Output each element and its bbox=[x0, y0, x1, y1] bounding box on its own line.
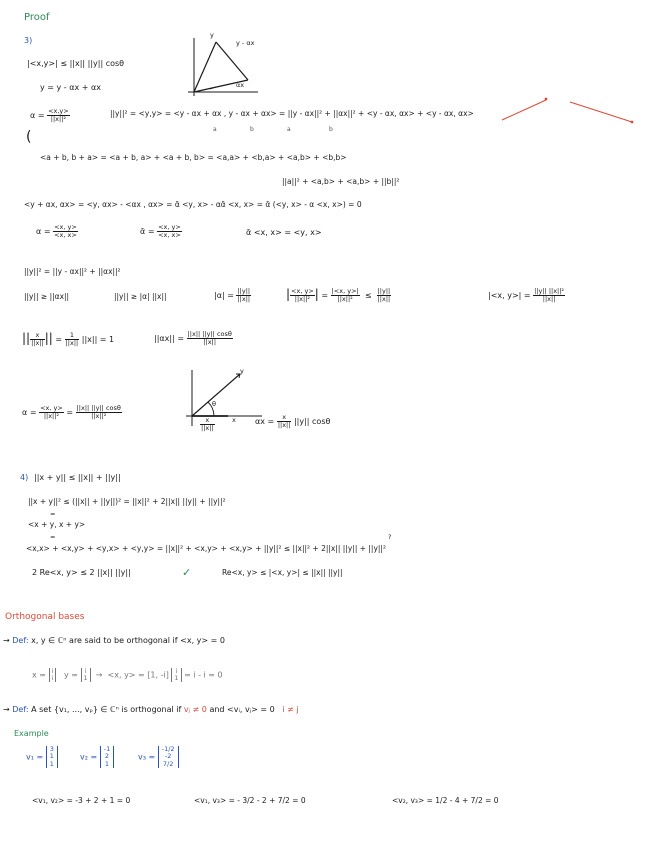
alpha-definition: α = $\frac{<x,y>}{\text{||x||²}}$ bbox=[30, 107, 69, 123]
alpha-equation: α = $\frac{<x, y>}{<x, x>}$ bbox=[36, 223, 77, 239]
example-label: Example bbox=[14, 729, 49, 738]
equals-mark-1: = bbox=[50, 510, 56, 518]
part-3-label: 3) bbox=[24, 36, 33, 45]
diag2-y-label: y bbox=[240, 367, 244, 375]
under-label-b2: b bbox=[329, 126, 333, 133]
norm-expansion: ||y||² = <y,y> = <y - αx + αx , y - αx + αx> = ||y - αx||² + ||αx||² + <y - αx, αx> + <y - αx, αx> bbox=[110, 109, 474, 118]
triangle-ip: <x + y, x + y> bbox=[28, 520, 86, 529]
example-1: x = i i y = i 1 → <x, y> = [1, -i] i 1 = i - i = 0 bbox=[32, 667, 223, 683]
ineq-b: ||y|| ≥ |α| ||x|| bbox=[114, 292, 167, 301]
diag2-x-label: x bbox=[232, 416, 236, 424]
cancel-strikes bbox=[500, 96, 640, 126]
diag2-theta-label: θ bbox=[212, 400, 216, 408]
question-mark: ? bbox=[388, 533, 392, 541]
diagram-y-label: y bbox=[210, 31, 214, 39]
ineq-a: ||y|| ≥ ||αx|| bbox=[24, 292, 70, 301]
decomposition-line: y = y - αx + αx bbox=[40, 83, 102, 92]
y-minus-ax-vector bbox=[216, 42, 248, 80]
under-label-b1: b bbox=[250, 126, 254, 133]
orthogonality-line: <y + αx, αx> = <y, αx> - <αx , αx> = ᾱ <y, x> - αᾱ <x, x> = ᾱ (<y, x> - α <x, x>) = 0 bbox=[24, 200, 362, 209]
under-label-a1: a bbox=[213, 126, 217, 133]
definition-1: → Def: x, y ∈ ℂⁿ are said to be orthogonal if <x, y> = 0 bbox=[3, 636, 225, 645]
pythagoras-line: ||y||² = ||y - αx||² + ||αx||² bbox=[24, 267, 121, 276]
ax-norm-eq: ||αx|| = $\frac{||x|| ||y|| \cos\theta}{||x||}$ bbox=[154, 330, 232, 346]
bilinear-norm-form: ||a||² + <a,b> + <a,b> + ||b||² bbox=[282, 177, 400, 186]
abs-alpha-eq: |α| = $\frac{||y||}{||x||}$ bbox=[214, 287, 251, 303]
cs-result: |<x, y>| = $\frac{\text{||y|| ||x||²}}{||x||}$ bbox=[488, 287, 565, 303]
diagram-ax-label: αx bbox=[236, 81, 245, 89]
real-part-inequality: Re<x, y> ≤ |<x, y>| ≤ ||x|| ||y|| bbox=[222, 568, 343, 577]
vector-v3: v₃ = -1/2 -2 7/2 bbox=[138, 746, 179, 768]
y-vector bbox=[194, 42, 216, 92]
dot-v1-v2: <v₁, v₂> = -3 + 2 + 1 = 0 bbox=[32, 796, 131, 805]
triangle-expansion: <x,x> + <x,y> + <y,x> + <y,y> = ||x||² + <x,y> + <x,y> + ||y||² ≤ ||x||² + 2||x|| ||y|| + ||y||² bbox=[26, 544, 386, 553]
triangle-square: ||x + y||² ≤ (||x|| + ||y||)² = ||x||² + 2||x|| ||y|| + ||y||² bbox=[28, 497, 226, 506]
cauchy-schwarz-claim: |<x,y>| ≤ ||x|| ||y|| cosθ bbox=[27, 59, 125, 68]
triangle-final: 2 Re<x, y> ≤ 2 ||x|| ||y|| bbox=[32, 568, 131, 577]
definition-2: → Def: A set {v₁, ..., vₚ} ∈ ℂⁿ is orthogonal if vⱼ ≠ 0 and <vᵢ, vⱼ> = 0 i ≠ j bbox=[3, 705, 299, 714]
vector-v2: v₂ = -1 2 1 bbox=[80, 746, 114, 768]
vector-v1: v₁ = 3 1 1 bbox=[26, 746, 58, 768]
part-4-label: 4) bbox=[20, 473, 29, 482]
alpha-bar-product: ᾱ <x, x> = <y, x> bbox=[246, 228, 322, 237]
section-title: Orthogonal bases bbox=[5, 612, 85, 622]
under-label-a2: a bbox=[287, 126, 291, 133]
diag2-unit-x: $\frac{x}{||x||}$ bbox=[201, 416, 214, 432]
dot-v2-v3: <v₂, v₃> = 1/2 - 4 + 7/2 = 0 bbox=[392, 796, 499, 805]
alpha-bar-equation: ᾱ = $\frac{<x, y>}{<x, x>}$ bbox=[140, 223, 181, 239]
open-paren: ( bbox=[26, 129, 32, 145]
triangle-claim: ||x + y|| ≤ ||x|| + ||y|| bbox=[34, 473, 121, 482]
check-icon: ✓ bbox=[182, 566, 192, 579]
unit-vector-norm: || $\frac{x}{||x||}$ || = $\frac{1}{||x||}$ ||x|| = 1 bbox=[22, 331, 115, 347]
equals-mark-2: = bbox=[50, 533, 56, 541]
diagram-y-minus-ax-label: y - αx bbox=[236, 39, 255, 47]
bilinear-expansion: <a + b, b + a> = <a + b, a> + <a + b, b> = <a,a> + <b,a> + <a,b> + <b,b> bbox=[40, 153, 347, 162]
alpha-final: α = $\frac{<x, y>}{\text{||x||²}}$ = $\frac{||x|| ||y|| \cos\theta}{\text{||x||²}}$ bbox=[22, 404, 121, 420]
diag2-ax-eq: αx = $\frac{x}{||x||}$ ||y|| cosθ bbox=[255, 413, 331, 429]
abs-fraction-chain: | $\frac{<x, y>}{\text{||x||²}}$ | = $\frac{|<x, y>|}{\text{||x||²}}$ ≤ $\frac{||y||}{||x||}$ bbox=[286, 287, 391, 303]
dot-v1-v3: <v₁, v₃> = - 3/2 - 2 + 7/2 = 0 bbox=[194, 796, 306, 805]
proof-heading: Proof bbox=[24, 12, 50, 23]
